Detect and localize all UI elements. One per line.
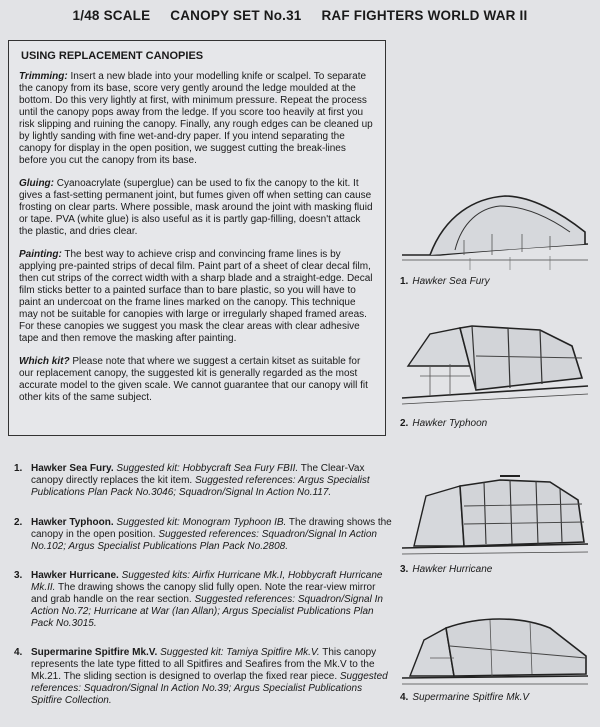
series-label: RAF FIGHTERS WORLD WAR II [321,8,528,23]
kit-note: This canopy represents the late type fitted to all Spitfires and Seafires from the Mk.V to the Mk.21. The sliding section is designed to overlap the fixed rear piece. [31,647,377,682]
paragraph-lead: Gluing: [19,178,54,189]
figure-number: 3. [400,564,409,575]
instructions-box [8,40,386,436]
suggested-kit: Hobbycraft Sea Fury FBII. [179,463,299,474]
kit-note: The Clear-Vax canopy directly replaces the kit item. [31,463,365,486]
figure-label: Hawker Typhoon [412,418,488,429]
figure-hurricane [400,460,592,575]
kit-note: The drawing shows the canopy in the open position. [31,517,392,540]
kit-item-typhoon [14,517,392,553]
figure-spitfire [400,598,592,703]
paragraph-text: The best way to achieve crisp and convincing frame lines is by applying pre-painted strips of decal film. Paint part of a sheet of clear decal film, then cut strips of the correct width with a sharp blade and a straight-edge. Decal film sticks better to a painted surface than to bare plastic, so you will have to paint an undercoat on the frame lines marked on the canopy. This technique may not be suitable for canopies with large or irregularly shaped framed areas. For these canopies we suggest you mask the clear areas with clear adhesive tape and then remove the masking after painting. [19,249,373,344]
gluing-paragraph [19,178,375,238]
suggested-kit: Airfix Hurricane Mk.I, Hobbycraft Hurricane Mk.II. [31,570,383,593]
page-header [0,8,600,23]
suggested-label: Suggested kits: [118,570,190,581]
refs-text: Squadron/Signal In Action No.72; Hurricane at War (Ian Allan); Argus Specialist Publications Plan Pack No.3015. [31,594,383,629]
figure-number: 1. [400,276,409,287]
figure-caption [400,564,592,575]
figure-label: Hawker Hurricane [412,564,493,575]
kit-name: Supermarine Spitfire Mk.V. [31,647,158,658]
set-label: CANOPY SET No.31 [170,8,302,23]
paragraph-lead: Trimming: [19,71,68,82]
hurricane-canopy-drawing [400,460,590,560]
trimming-paragraph [19,71,375,167]
kit-item-spitfire [14,647,392,707]
paragraph-text: Please note that where we suggest a certain kitset as suitable for our replacement canopy, the suggested kit is generally regarded as the most accurate model to the given scale. We cannot guarantee that our canopy will fit other kits of the same subject. [19,356,368,403]
refs-label: Suggested references: [155,529,259,540]
refs-text: Argus Specialist Publications Plan Pack No.3046; Squadron/Signal In Action No.117. [31,475,370,498]
suggested-label: Suggested kit: [113,463,180,474]
sea-fury-canopy-drawing [400,160,590,272]
figure-sea-fury [400,160,592,287]
suggested-kit: Monogram Typhoon IB. [179,517,287,528]
typhoon-canopy-drawing [400,306,590,414]
painting-paragraph [19,249,375,345]
figure-caption [400,692,592,703]
paragraph-lead: Painting: [19,249,62,260]
refs-label: Suggested references: [191,594,296,605]
kit-item-hurricane [14,570,392,630]
paragraph-text: Cyanoacrylate (superglue) can be used to fix the canopy to the kit. It gives a fast-setting permanent joint, but fumes given off when setting can cause frosting on clear parts. Where possible, mask around the joint with masking fluid or tape. PVA (white glue) is also useful as it is partly gap-filling, doesn't attack the plastic, and dries clear. [19,178,373,237]
refs-text: Squadron/Signal In Action No.102; Argus Specialist Publications Plan Pack No.2808. [31,529,377,552]
figure-caption [400,418,592,429]
figure-typhoon [400,306,592,429]
figure-caption [400,276,592,287]
figure-label: Hawker Sea Fury [412,276,490,287]
suggested-label: Suggested kit: [113,517,180,528]
suggested-kit: Tamiya Spitfire Mk.V. [223,647,320,658]
scale-label: 1/48 SCALE [72,8,151,23]
figure-number: 2. [400,418,409,429]
kit-number: 1. [14,463,23,474]
figure-number: 4. [400,692,409,703]
spitfire-canopy-drawing [400,598,590,688]
instructions-title: USING REPLACEMENT CANOPIES [21,50,204,62]
kit-number: 3. [14,570,23,581]
kit-name: Hawker Sea Fury. [31,463,114,474]
refs-label: Suggested references: [192,475,296,486]
suggested-label: Suggested kit: [157,647,224,658]
kit-number: 4. [14,647,23,658]
kit-name: Hawker Hurricane. [31,570,119,581]
kit-name: Hawker Typhoon. [31,517,114,528]
refs-label: Suggested references: [31,671,388,694]
kit-note: The drawing shows the canopy slid fully open. Note the rear-view mirror and grab handle on the rear section. [31,582,376,605]
figure-label: Supermarine Spitfire Mk.V [412,692,530,703]
kit-item-sea-fury [14,463,392,499]
paragraph-lead: Which kit? [19,356,70,367]
refs-text: Squadron/Signal In Action No.39; Argus Specialist Publications Spitfire Collection. [31,683,363,706]
kit-number: 2. [14,517,23,528]
paragraph-text: Insert a new blade into your modelling knife or scalpel. To separate the canopy from its base, score very gently around the ledge moulded at the bottom. Do this very lightly at first, with minimum pressure. Repeat the process until the canopy pops away from the ledge. If you score too heavily at first you risk slipping and ruining the canopy. Finally, any rough edges can be cleaned up by lightly sanding with fine wet-and-dry paper. If you intend separating the canopy for display in the open position, we suggest cutting the break-lines before you cut the canopy from its base. [19,71,373,166]
which-kit-paragraph [19,356,375,404]
